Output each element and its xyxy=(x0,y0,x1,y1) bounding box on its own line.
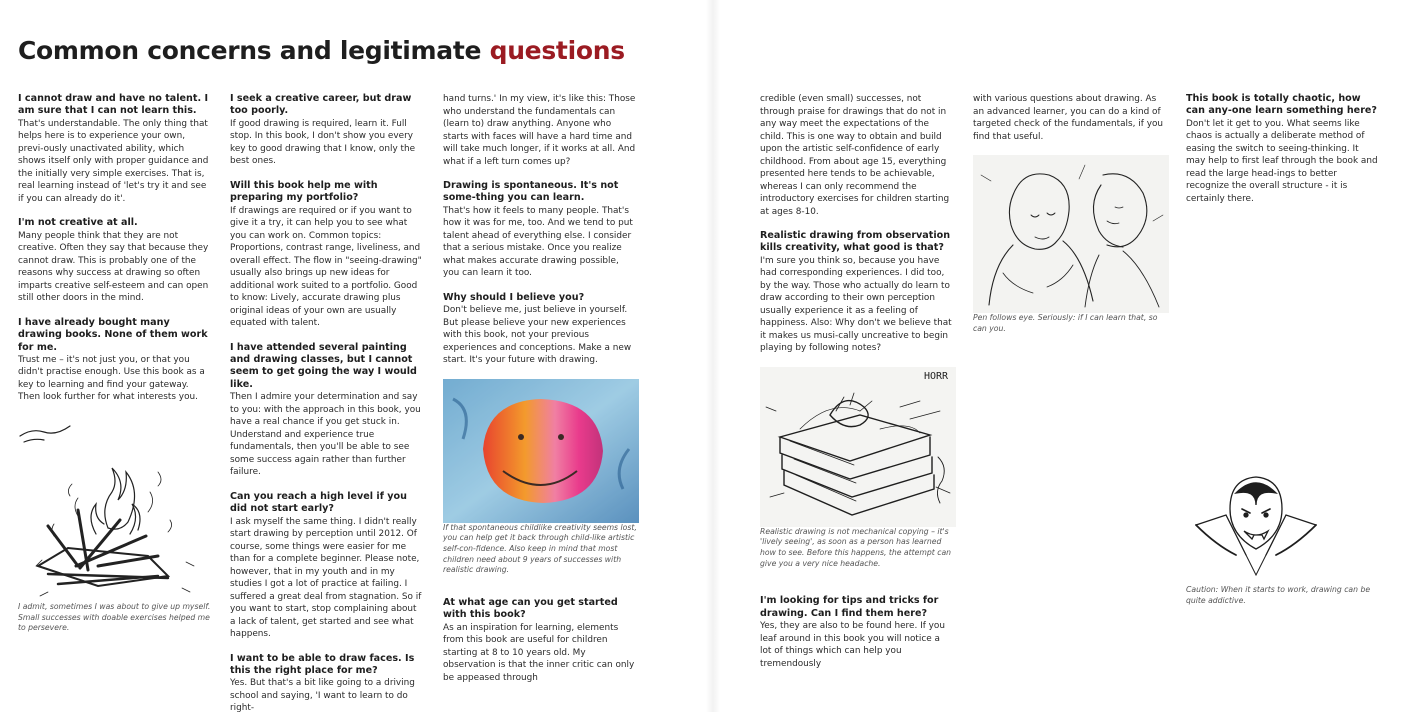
question-heading: This book is totally chaotic, how can any-one learn something here? xyxy=(1186,93,1377,117)
sketch-handwriting: HORR xyxy=(924,370,949,382)
question-heading: Can you reach a high level if you did not start early? xyxy=(230,490,407,515)
answer-text: with various questions about drawing. As an advanced learner, you can do a kind of targeted check of the fundamentals, if you find that useful. xyxy=(973,94,1164,142)
answer-text: I'm sure you think so, because you have had corresponding experiences. I did too, by the way. Those who actually do learn to draw according to their own perception usually experience it as a feeling of happiness. Also: Why don't we believe that it makes us musi-cally uncreative to begin playing by following notes? xyxy=(760,255,952,354)
book-gutter xyxy=(706,0,720,712)
question-heading: I want to be able to draw faces. Is this the right place for me? xyxy=(230,652,415,676)
column-6 xyxy=(1186,93,1380,619)
column-3 xyxy=(443,93,637,696)
column-4 xyxy=(760,93,954,682)
question-heading: Realistic drawing from observation kills creativity, what good is that? xyxy=(760,230,951,254)
figure-caption: I admit, sometimes I was about to give up myself. Small successes with doable exercises helped me to persevere. xyxy=(18,601,211,633)
answer-text: That's understandable. The only thing that helps here is to experience your own, previ-ously unactivated ability, which shows itself only with proper guidance and the initially very simple exercises. That is, real learning instead of 'let's try it and see if you can already do it'. xyxy=(18,118,209,204)
title-main: Common concerns and legitimate xyxy=(18,36,490,65)
answer-text: As an inspiration for learning, elements from this book are useful for children starting at 8 to 10 years old. My observation is that the inner critic can only be appeased through xyxy=(443,622,635,683)
question-heading: Drawing is spontaneous. It's not some-thing you can learn. xyxy=(443,180,619,204)
question-heading: I have attended several painting and drawing classes, but I cannot seem to get going the way I would like. xyxy=(230,341,417,390)
answer-text: I ask myself the same thing. I didn't really start drawing by perception until 2012. Of course, some things were easier for me than for a complete beginner. Please note, however, that in my youth and in my studies I got a lot of practice at failing. I suffered a great deal from stagnation. So if you want to start, stop complaining about a lack of talent, get started and see what happens. xyxy=(230,516,422,640)
answer-text: That's how it feels to many people. That's how it was for me, too. And we tend to put talent ahead of everything else. I consider that a serious mistake. Once you realize what makes accurate drawing possible, you can learn it too. xyxy=(443,205,633,279)
stacked-books-sketch xyxy=(760,367,954,527)
column-1 xyxy=(18,93,212,646)
title-accent: questions xyxy=(489,36,625,65)
question-heading: I'm looking for tips and tricks for drawing. Can I find them here? xyxy=(760,595,939,619)
answer-text: Trust me – it's not just you, or that you didn't practise enough. Use this book as a key to learning and find your gateway. Then look further for what interests you. xyxy=(18,354,205,403)
answer-text: Many people think that they are not creative. Often they say that because they cannot draw. This is probably one of the reasons why success at drawing so often imparts creative self-esteem and can open still other doors in the mind. xyxy=(18,230,209,304)
question-heading: I'm not creative at all. xyxy=(18,217,138,229)
figure-caption: Caution: When it starts to work, drawing can be quite addictive. xyxy=(1186,585,1371,605)
figure-caption: If that spontaneous childlike creativity seems lost, you can help get it back through child-like artistic self-con-fidence. Also keep in mind that most children need about 9 years of successes with realistic drawing. xyxy=(443,522,637,575)
answer-text: If drawings are required or if you want to give it a try, it can help you to see what you can work on. Common topics: Proportions, contrast range, liveliness, and overall effect. The flow in "seeing-drawing" usually also brings up new ideas for additional work suited to a portfolio. Good to know: Lively, accurate drawing plus original ideas of your own are usually equated with talent. xyxy=(230,205,422,329)
campfire-sketch xyxy=(18,416,212,602)
question-heading: Why should I believe you? xyxy=(443,291,585,303)
answer-text: credible (even small) successes, not through praise for drawings that do not in any way meet the expectations of the child. This is one way to obtain and build upon the artistic self-confidence of early childhood. From about age 15, everything presented here tends to be achievable, whereas I can only recommend the introductory exercises for children starting at ages 8-10. xyxy=(760,94,950,217)
answer-text: If good drawing is required, learn it. Full stop. In this book, I don't show you every key to good drawing that I know, only the best ones. xyxy=(230,118,416,167)
question-heading: At what age can you get started with this book? xyxy=(443,596,618,621)
figure-caption: Realistic drawing is not mechanical copying – it's 'lively seeing', as soon as a person has learned how to see. Before this happens, the attempt can give you a very nice headache. xyxy=(760,526,952,568)
figure-caption: Pen follows eye. Seriously: if I can learn that, so can you. xyxy=(973,313,1158,333)
question-heading: I cannot draw and have no talent. I am sure that I can not learn this. xyxy=(18,93,209,117)
answer-text: Don't believe me, just believe in yourself. But please believe your new experiences with this book, not your previous experiences and conceptions. Make a new start. It's your future with drawing. xyxy=(443,305,632,366)
question-heading: I seek a creative career, but draw too poorly. xyxy=(230,93,412,117)
column-5 xyxy=(973,93,1167,346)
vampire-sketch xyxy=(1186,465,1380,585)
answer-text: Then I admire your determination and say to you: with the approach in this book, you have a real chance if you get stuck in. Understand and experience true fundamentals, then you'll be able to see some success again rather than further failure. xyxy=(230,392,421,478)
answer-text: hand turns.' In my view, it's like this: Those who understand the fundamentals can (learn to) draw anything. Anyone who starts with faces will have a hard time and will take much longer, if it works at all. And what if a left turn comes up? xyxy=(443,94,636,167)
portrait-sketch xyxy=(973,155,1167,313)
child-painting-image xyxy=(443,379,637,523)
column-2 xyxy=(230,93,424,727)
question-heading: I have already bought many drawing books. None of them work for me. xyxy=(18,316,208,353)
question-heading: Will this book help me with preparing my portfolio? xyxy=(230,179,378,204)
page-title xyxy=(18,36,625,65)
answer-text: Yes. But that's a bit like going to a driving school and saying, 'I want to learn to do right- xyxy=(230,678,415,714)
answer-text: Yes, they are also to be found here. If you leaf around in this book you will notice a lot of things which can help you tremendously xyxy=(760,621,945,669)
answer-text: Don't let it get to you. What seems like chaos is actually a deliberate method of easing the switch to seeing-thinking. It may help to first leaf through the book and read the large head-ings to better recognize the overall structure - it is certainly there. xyxy=(1186,118,1378,204)
